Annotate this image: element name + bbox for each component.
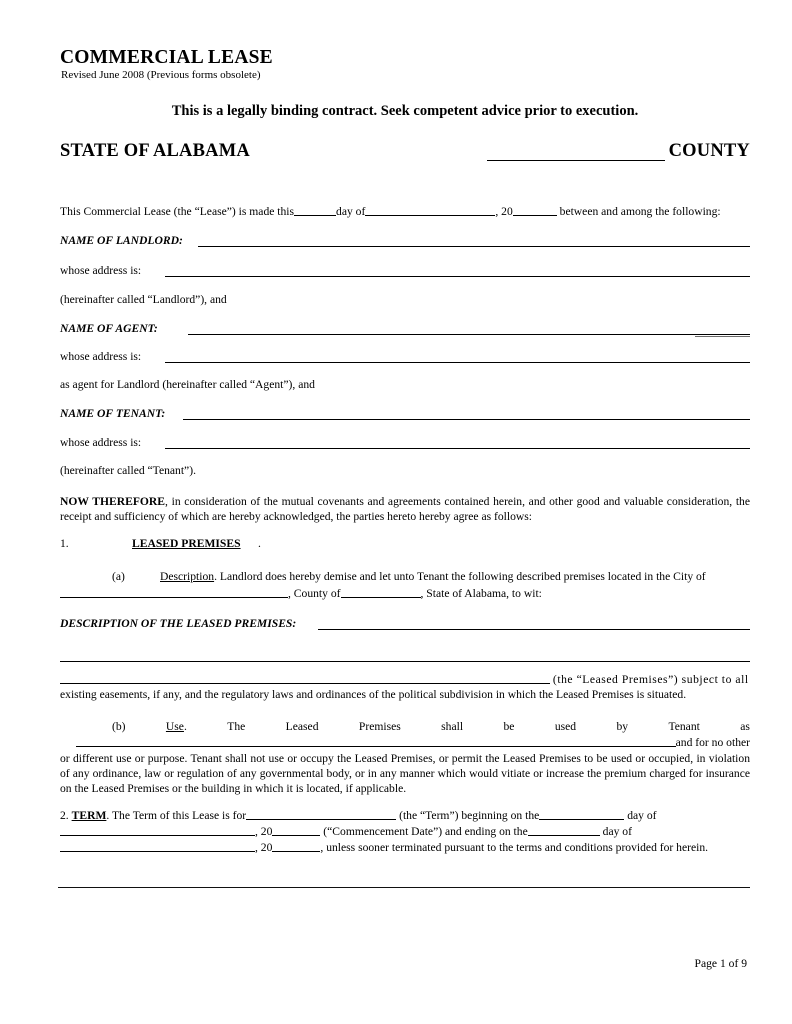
page-title: COMMERCIAL LEASE — [60, 47, 273, 68]
use-word-by: by — [616, 720, 629, 733]
intro-month-blank[interactable] — [365, 204, 495, 216]
use-word-premises: Premises — [358, 720, 401, 733]
section-2-line2c: day of — [602, 825, 632, 838]
term-begin-month-blank[interactable] — [60, 824, 255, 836]
term-begin-day-blank[interactable] — [539, 808, 624, 820]
section-2-line2a: , 20 — [255, 825, 273, 838]
description-tail: (the “Leased Premises”) subject to all — [552, 673, 749, 686]
state-county-row — [60, 141, 750, 165]
revision-note: Revised June 2008 (Previous forms obsolete) — [61, 69, 261, 81]
agent-hereinafter: as agent for Landlord (hereinafter called “Agent”), and — [60, 378, 315, 391]
section-2-line1a: . The Term of this Lease is for — [106, 809, 247, 822]
section-2-line3b: , unless sooner terminated pursuant to the terms and conditions provided for herein. — [320, 841, 709, 854]
agent-label: NAME OF AGENT: — [60, 322, 158, 335]
agent-address-field — [60, 350, 750, 366]
agent-name-blank-tail — [695, 336, 750, 337]
section-1a-title: Description — [160, 570, 215, 583]
term-begin-year-blank[interactable] — [272, 824, 320, 836]
agent-address-blank[interactable] — [165, 362, 750, 363]
term-end-year-blank[interactable] — [272, 840, 320, 852]
landlord-address-blank[interactable] — [165, 276, 750, 277]
section-2-line3 — [60, 840, 708, 855]
agent-address-label: whose address is: — [60, 350, 142, 363]
use-line2-tail: and for no other — [675, 736, 750, 749]
county-label: COUNTY — [668, 141, 750, 161]
section-2-line1c: day of — [627, 809, 657, 822]
legal-warning: This is a legally binding contract. Seek competent advice prior to execution. — [171, 103, 639, 119]
section-1b-title-period: . — [183, 720, 187, 733]
now-therefore-lead: NOW THEREFORE — [60, 495, 166, 508]
intro-text-1: This Commercial Lease (the “Lease”) is made this — [60, 205, 295, 218]
page-number: Page 1 of 9 — [694, 957, 747, 970]
county-blank[interactable] — [487, 160, 665, 161]
intro-day-blank[interactable] — [294, 204, 336, 216]
use-word-used: used — [554, 720, 577, 733]
now-therefore-paragraph — [60, 494, 750, 524]
description-label: DESCRIPTION OF THE LEASED PREMISES: — [60, 617, 297, 630]
section-2-line1 — [60, 808, 750, 823]
term-end-month-blank[interactable] — [60, 840, 255, 852]
section-1a-text: . Landlord does hereby demise and let unto Tenant the following described premises located in the City of — [214, 570, 706, 583]
tenant-field — [60, 407, 750, 423]
intro-text-4: between and among the following: — [559, 205, 721, 218]
intro-line — [60, 204, 721, 219]
landlord-label: NAME OF LANDLORD: — [60, 234, 183, 247]
section-2-number: 2. — [60, 809, 69, 822]
term-end-day-blank[interactable] — [528, 824, 600, 836]
landlord-name-blank[interactable] — [198, 246, 750, 247]
footer-divider — [58, 887, 750, 888]
section-1a-number: (a) — [112, 570, 125, 583]
intro-year-blank[interactable] — [513, 204, 557, 216]
county-of-text: , County of — [288, 587, 341, 600]
landlord-field — [60, 234, 750, 250]
section-1-number: 1. — [60, 537, 69, 550]
section-1b-use-line — [60, 720, 750, 733]
tenant-hereinafter: (hereinafter called “Tenant”). — [60, 464, 196, 477]
use-word-the: The — [227, 720, 246, 733]
tenant-address-label: whose address is: — [60, 436, 142, 449]
state-name: STATE OF ALABAMA — [60, 141, 250, 161]
tenant-address-blank[interactable] — [165, 448, 750, 449]
section-1b-title: Use — [165, 720, 184, 733]
landlord-address-field — [60, 264, 750, 280]
use-word-shall: shall — [441, 720, 464, 733]
use-word-be: be — [503, 720, 515, 733]
use-word-tenant: Tenant — [668, 720, 700, 733]
section-2-line1b: (the “Term”) beginning on the — [399, 809, 540, 822]
agent-field — [60, 322, 750, 338]
county-name-blank[interactable] — [341, 586, 421, 598]
section-2-line3a: , 20 — [255, 841, 273, 854]
landlord-address-label: whose address is: — [60, 264, 142, 277]
section-2-heading: TERM — [71, 809, 107, 822]
section-1b-number: (b) — [112, 720, 126, 733]
state-of-text: , State of Alabama, to wit: — [420, 587, 542, 600]
use-word-as: as — [740, 720, 750, 733]
description-continuation: existing easements, if any, and the regulatory laws and ordinances of the political subdivision in which the Leased Premises is situated. — [60, 688, 687, 701]
intro-text-3: , 20 — [495, 205, 513, 218]
section-2-line2b: (“Commencement Date”) and ending on the — [323, 825, 528, 838]
description-field — [60, 617, 750, 633]
description-line3 — [60, 672, 749, 687]
section-1b-line2 — [60, 735, 750, 750]
tenant-label: NAME OF TENANT: — [60, 407, 166, 420]
city-blank[interactable] — [60, 586, 288, 598]
term-length-blank[interactable] — [246, 808, 396, 820]
use-purpose-blank[interactable] — [76, 735, 676, 747]
section-1b-title-wrap — [166, 720, 187, 733]
section-1-heading: LEASED PREMISES — [132, 537, 241, 550]
section-1-heading-period: . — [258, 537, 261, 550]
section-1a-paragraph — [112, 569, 750, 584]
description-blank-2[interactable] — [60, 661, 750, 662]
intro-text-2: day of — [336, 205, 366, 218]
landlord-hereinafter: (hereinafter called “Landlord”), and — [60, 293, 227, 306]
now-therefore-body: , in consideration of the mutual covenants and agreements contained herein, and other good and valuable consideration, the receipt and sufficiency of which are hereby acknowledged, the parties hereto hereby agree as follows: — [60, 495, 750, 523]
tenant-address-field — [60, 436, 750, 452]
agent-name-blank[interactable] — [188, 334, 750, 335]
section-1a-line2 — [60, 586, 542, 601]
description-blank-3[interactable] — [60, 672, 550, 684]
tenant-name-blank[interactable] — [183, 419, 750, 420]
section-1b-body: or different use or purpose. Tenant shall not use or occupy the Leased Premises, or permit the Leased Premises to be used or occupied, in violation of any ordinance, law or regulation of any governmental body, or in any manner which would vitiate or increase the premium charged for insurance on the Leased Premises or the building in which it is located, if applicable. — [60, 752, 750, 795]
use-word-leased: Leased — [285, 720, 319, 733]
description-blank-1[interactable] — [318, 629, 750, 630]
section-2-line2 — [60, 824, 632, 839]
